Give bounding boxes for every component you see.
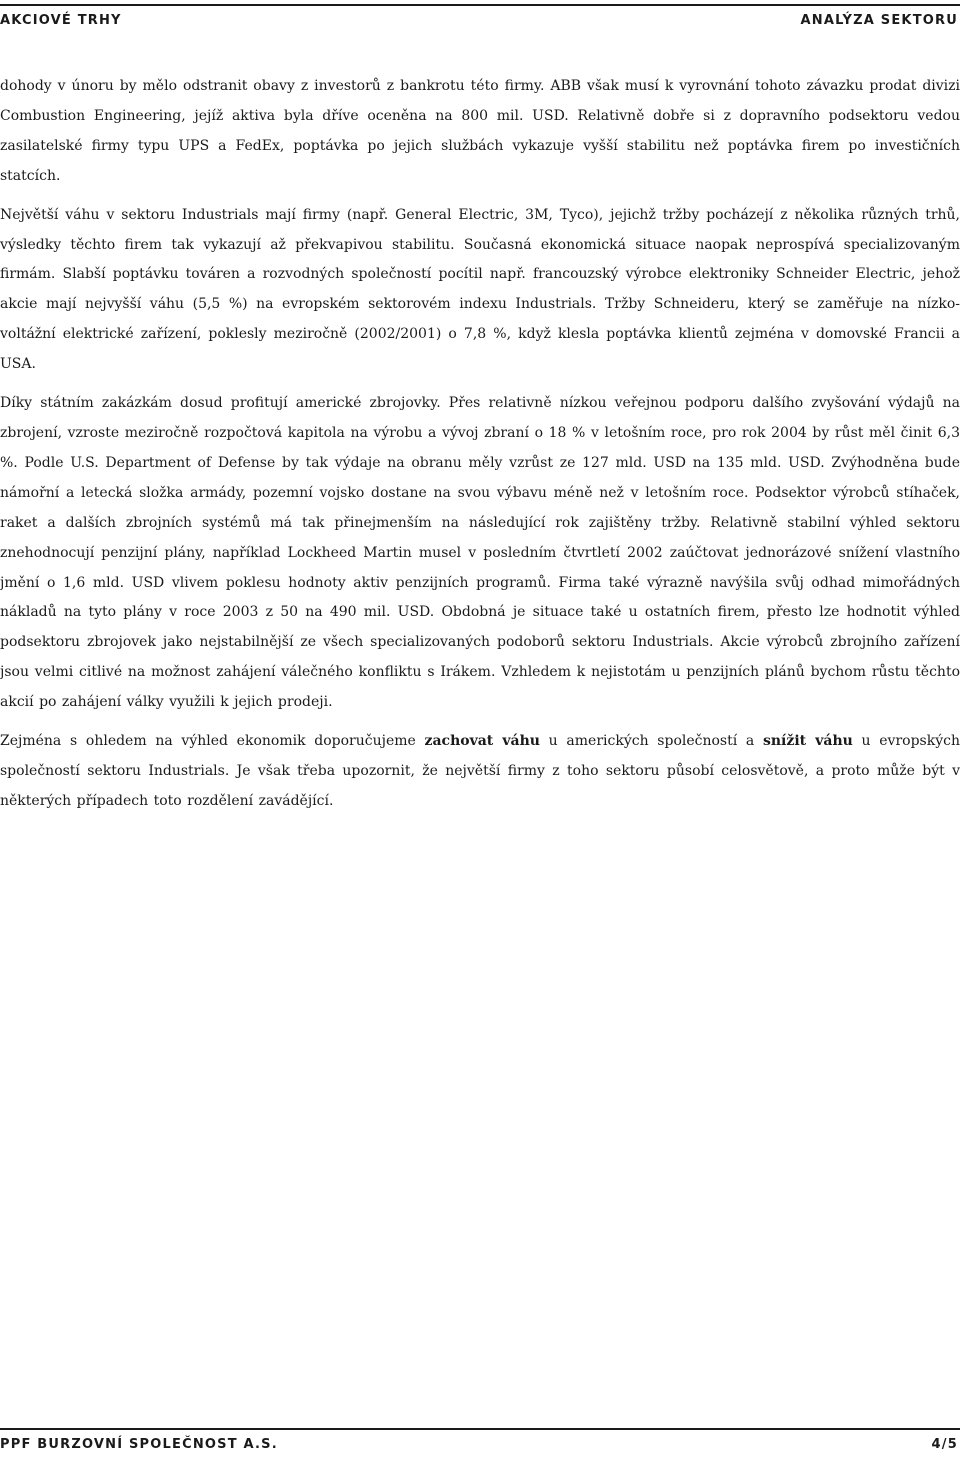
paragraph-4: [0, 727, 960, 817]
paragraph-2: Největší váhu v sektoru Industrials mají firmy (např. General Electric, 3M, Tyco), jejichž tržby pocházejí z několika různých trhů, výsledky těchto firem tak vykazují až překvapivou stabilitu. Současná ekonomická situace naopak neprospívá specializovaným firmám. Slabší poptávku továren a rozvodných společností pocítil např. francouzský výrobce elektroniky Schneider Electric, jehož akcie mají nejvyšší váhu (5,5 %) na evropském sektorovém indexu Industrials. Tržby Schneideru, který se zaměřuje na nízko-voltážní elektrické zařízení, poklesly meziročně (2002/2001) o 7,8 %, když klesla poptávka klientů zejména v domovské Francii a USA.: [0, 206, 960, 373]
paragraph-4-text-d: u evropských společností sektoru Industrials. Je však třeba upozornit, že největší firmy z toho sektoru působí celosvětově, a proto může být v některých případech toto rozdělení zavádějící.: [0, 733, 960, 809]
header-section-title: AKCIOVÉ TRHY: [0, 13, 122, 28]
recommendation-keep-weight: zachovat váhu: [424, 733, 540, 750]
footer-rule: [0, 1428, 960, 1430]
article-body: [0, 72, 960, 826]
page-number: 4/5: [931, 1437, 958, 1452]
recommendation-reduce-weight: snížit váhu: [762, 733, 853, 750]
footer-company-name: PPF BURZOVNÍ SPOLEČNOST A.S.: [0, 1437, 278, 1452]
page-header: [0, 13, 960, 33]
paragraph-4-text-c: u amerických společností a: [539, 733, 763, 750]
paragraph-4-text-a: Zejména s ohledem na výhled ekonomik doporučujeme: [0, 733, 425, 750]
paragraph-1: dohody v únoru by mělo odstranit obavy z investorů z bankrotu této firmy. ABB však musí k vyrovnání tohoto závazku prodat divizi Combustion Engineering, jejíž aktiva byla dříve oceněna na 800 mil. USD. Relativně dobře si z dopravního podsektoru vedou zasilatelské firmy typu UPS a FedEx, poptávka po jejich službách vykazuje vyšší stabilitu než poptávka firem po investičních statcích.: [0, 78, 960, 184]
page-footer: [0, 1437, 960, 1457]
header-rule: [0, 4, 960, 6]
header-section-subtitle: ANALÝZA SEKTORU: [800, 13, 958, 28]
paragraph-3: Díky státním zakázkám dosud profitují americké zbrojovky. Přes relativně nízkou veřejnou podporu dalšího zvyšování výdajů na zbrojení, vzroste meziročně rozpočtová kapitola na výrobu a vývoj zbraní o 18 % v letošním roce, pro rok 2004 by růst měl činit 6,3 %. Podle U.S. Department of Defense by tak výdaje na obranu měly vzrůst ze 127 mld. USD na 135 mld. USD. Zvýhodněna bude námořní a letecká složka armády, pozemní vojsko dostane na svou výbavu méně než v letošním roce. Podsektor výrobců stíhaček, raket a dalších zbrojních systémů má tak přinejmenším na následující rok zajištěny tržby. Relativně stabilní výhled sektoru znehodnocují penzijní plány, například Lockheed Martin musel v posledním čtvrtletí 2002 zaúčtovat jednorázové snížení vlastního jmění o 1,6 mld. USD vlivem poklesu hodnoty aktiv penzijních programů. Firma také výrazně navýšila svůj odhad mimořádných nákladů na tyto plány v roce 2003 z 50 na 490 mil. USD. Obdobná je situace také u ostatních firem, přesto lze hodnotit výhled podsektoru zbrojovek jako nejstabilnější ze všech specializovaných podoborů sektoru Industrials. Akcie výrobců zbrojního zařízení jsou velmi citlivé na možnost zahájení válečného konfliktu s Irákem. Vzhledem k nejistotám u penzijních plánů bychom růstu těchto akcií po zahájení války využili k jejich prodeji.: [0, 395, 960, 711]
